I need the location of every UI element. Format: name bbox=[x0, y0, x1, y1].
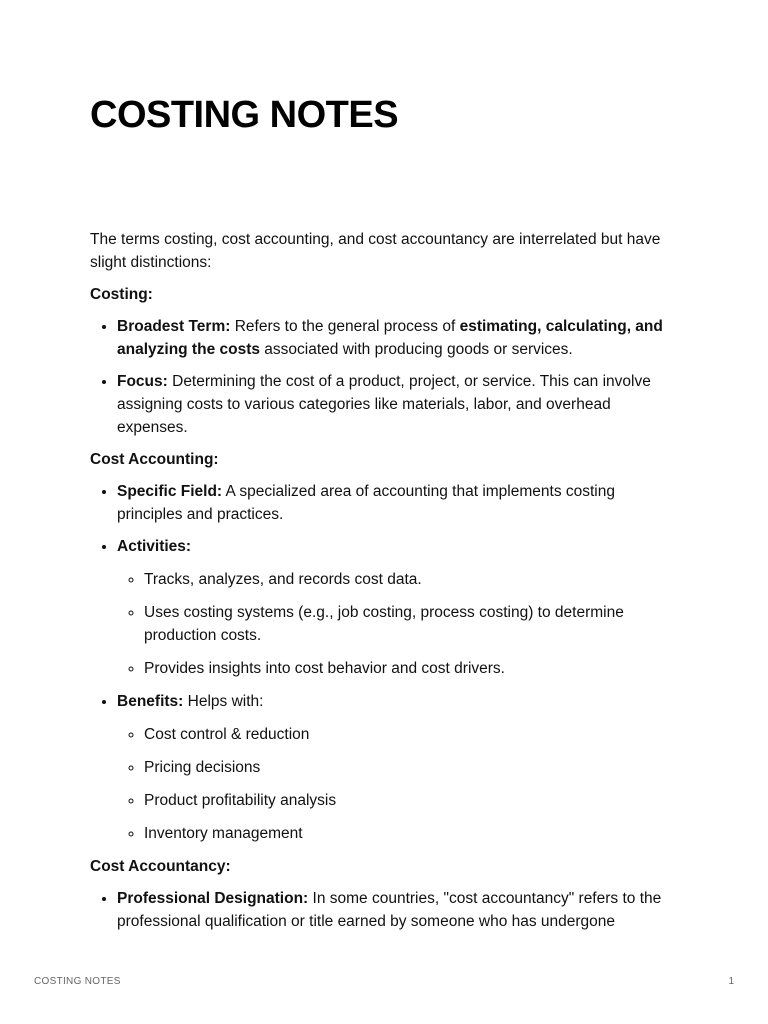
cost-accounting-heading: Cost Accounting: bbox=[90, 451, 219, 468]
list-item bbox=[117, 690, 680, 845]
item-text: Refers to the general process of bbox=[230, 318, 460, 335]
sublist-item: ◦ Cost control & reduction bbox=[144, 723, 680, 746]
item-label: Activities: bbox=[117, 538, 192, 555]
document-body bbox=[90, 228, 680, 933]
item-text: associated with producing goods or services. bbox=[259, 341, 573, 358]
sublist-item: ◦ Product profitability analysis bbox=[144, 789, 680, 812]
costing-heading: Costing: bbox=[90, 286, 153, 303]
list-item bbox=[117, 887, 680, 933]
item-label: Benefits: bbox=[117, 693, 184, 710]
item-label: Specific Field: bbox=[117, 483, 223, 500]
sublist-item: ◦ Provides insights into cost behavior and cost drivers. bbox=[144, 657, 680, 680]
page-title: COSTING NOTES bbox=[90, 94, 399, 136]
item-text: A specialized area of accounting that implements costing principles and practices. bbox=[117, 483, 615, 523]
item-label: Focus: bbox=[117, 373, 168, 390]
sublist-item: ◦ Tracks, analyzes, and records cost data. bbox=[144, 568, 680, 591]
sublist-item: ◦ Uses costing systems (e.g., job costing, process costing) to determine production costs. bbox=[144, 601, 680, 647]
item-label: Professional Designation: bbox=[117, 890, 309, 907]
benefits-sublist bbox=[117, 723, 680, 845]
list-item bbox=[117, 480, 680, 526]
item-text: Determining the cost of a product, project, or service. This can involve assigning costs to various categories like materials, labor, and overhead expenses. bbox=[117, 373, 651, 436]
cost-accounting-list bbox=[90, 480, 680, 845]
cost-accountancy-list bbox=[90, 887, 680, 933]
item-text: Helps with: bbox=[183, 693, 264, 710]
intro-paragraph: The terms costing, cost accounting, and cost accountancy are interrelated but have slight distinctions: bbox=[90, 231, 661, 271]
costing-list bbox=[90, 315, 680, 439]
item-emphasis: estimating, calculating, and analyzing the costs bbox=[117, 318, 663, 358]
list-item bbox=[117, 315, 680, 361]
footer-document-title: COSTING NOTES bbox=[34, 976, 121, 987]
footer-page-number: 1 bbox=[728, 976, 734, 987]
sublist-item: ◦ Inventory management bbox=[144, 822, 680, 845]
list-item bbox=[117, 370, 680, 439]
list-item bbox=[117, 535, 680, 680]
activities-sublist bbox=[117, 568, 680, 680]
document-page bbox=[90, 92, 680, 942]
item-text: In some countries, "cost accountancy" refers to the professional qualification or title earned by someone who has undergone bbox=[117, 890, 662, 930]
sublist-item: ◦ Pricing decisions bbox=[144, 756, 680, 779]
cost-accountancy-heading: Cost Accountancy: bbox=[90, 858, 231, 875]
item-label: Broadest Term: bbox=[117, 318, 231, 335]
